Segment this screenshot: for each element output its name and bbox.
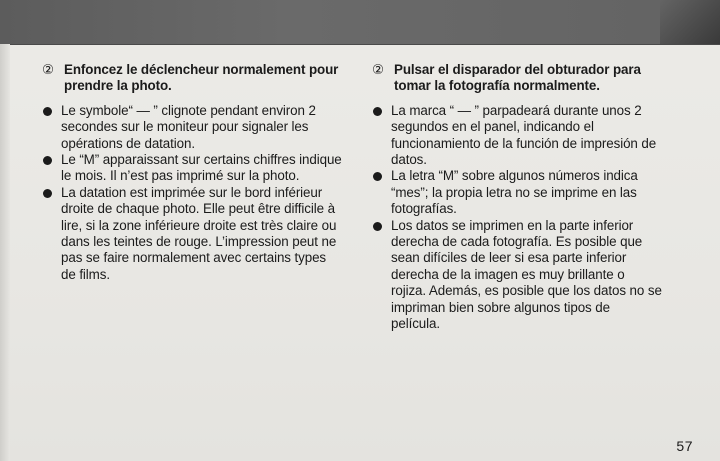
- bullet-dot-icon: [373, 222, 382, 231]
- french-bullet-item: [42, 103, 342, 152]
- french-heading-text: Enfoncez le déclencheur normalement pour prendre la photo.: [64, 62, 339, 94]
- header-band-shadow: [660, 0, 720, 44]
- spanish-bullet-list: [372, 103, 662, 333]
- french-bullet-text: Le “M” apparaissant sur certains chiffres indique le mois. Il n’est pas imprimé sur la photo.: [61, 152, 342, 184]
- french-bullet-text: Le symbole“ — ” clignote pendant environ 2 secondes sur le moniteur pour signaler les opérations de datation.: [61, 102, 316, 151]
- spanish-bullet-item: [372, 168, 662, 217]
- french-bullet-list: [42, 103, 342, 283]
- french-column: [42, 62, 342, 283]
- spanish-heading-text: Pulsar el disparador del obturador para tomar la fotografía normalmente.: [394, 62, 641, 94]
- bullet-dot-icon: [43, 107, 52, 116]
- bullet-dot-icon: [43, 189, 52, 198]
- french-bullet-item: [42, 152, 342, 185]
- spanish-bullet-item: [372, 103, 662, 169]
- spanish-bullet-text: La letra “M” sobre algunos números indica “mes”; la propia letra no se imprime en las fotografías.: [391, 168, 638, 217]
- french-step-number: ②: [42, 62, 54, 77]
- spanish-bullet-text: La marca “ — ” parpadeará durante unos 2 segundos en el panel, indicando el funcionamiento de la función de impresión de datos.: [391, 102, 657, 168]
- spanish-step-number: ②: [372, 62, 384, 77]
- spanish-column: [372, 62, 662, 333]
- spanish-bullet-text: Los datos se imprimen en la parte inferior derecha de cada fotografía. Es posible que sean difíciles de leer si esa parte inferior derecha de la imagen es muy brillante o rojiza. Además, es posible que los datos no se impriman bien sobre algunos tipos de película.: [391, 217, 662, 332]
- bullet-dot-icon: [373, 172, 382, 181]
- page-number: 57: [676, 438, 693, 454]
- french-heading: [42, 62, 342, 95]
- spanish-bullet-item: [372, 218, 662, 333]
- bullet-dot-icon: [43, 156, 52, 165]
- french-bullet-item: [42, 185, 342, 283]
- bullet-dot-icon: [373, 107, 382, 116]
- spanish-heading: [372, 62, 662, 95]
- header-band: [0, 0, 720, 45]
- french-bullet-text: La datation est imprimée sur le bord inférieur droite de chaque photo. Elle peut être difficile à lire, si la zone inférieure droite est très claire ou dans les teintes de rouge. L’impression peut ne pas se faire normalement avec certains types de films.: [61, 184, 337, 282]
- page-edge: [0, 44, 10, 461]
